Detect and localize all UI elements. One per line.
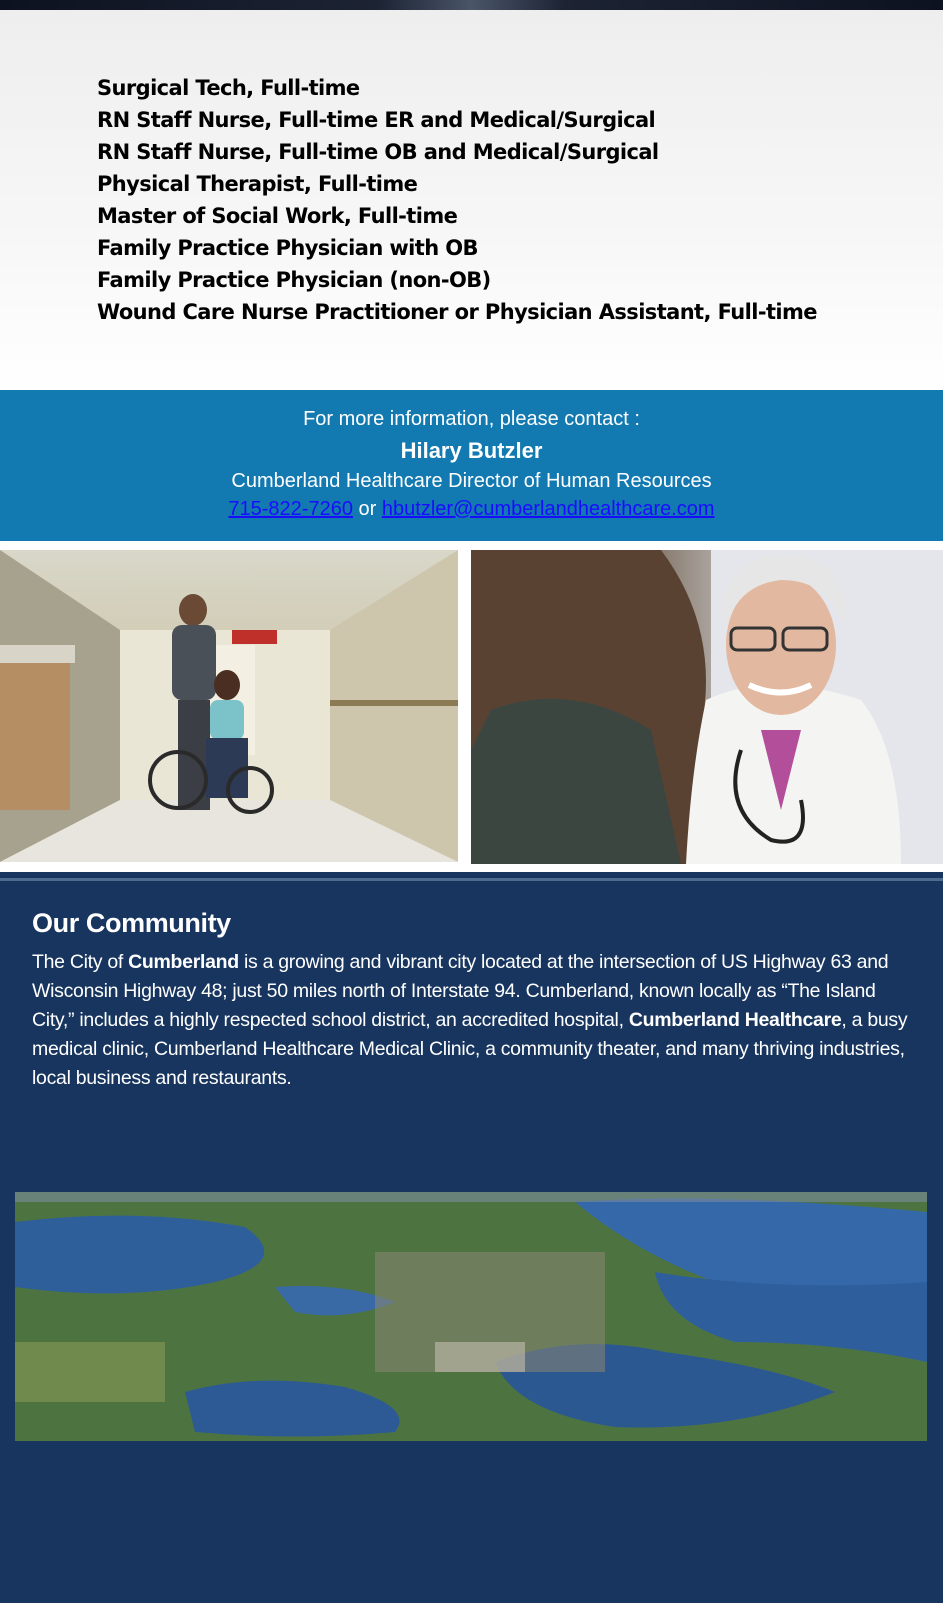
contact-role: Cumberland Healthcare Director of Human Resources: [231, 470, 712, 492]
contact-or: or: [358, 498, 377, 520]
contact-intro: For more information, please contact :: [303, 408, 640, 430]
doctor-patient-photo: [471, 550, 943, 864]
job-item: Wound Care Nurse Practitioner or Physician Assistant, Full-time: [97, 300, 817, 324]
city-name: Cumberland: [128, 951, 239, 973]
community-description: [32, 948, 912, 1093]
job-item: RN Staff Nurse, Full-time ER and Medical/Surgical: [97, 108, 656, 132]
top-banner-strip: [0, 0, 943, 10]
phone-link[interactable]: 715-822-7260: [228, 498, 353, 520]
section-divider: [0, 878, 943, 881]
contact-section: [0, 390, 943, 541]
aerial-city-photo: [15, 1192, 927, 1441]
community-section: [0, 872, 943, 1603]
job-item: Family Practice Physician with OB: [97, 236, 478, 260]
community-text-1: The City of: [32, 951, 129, 973]
contact-name: Hilary Butzler: [400, 438, 543, 463]
job-list: [97, 72, 817, 328]
community-text-3: , a busy medical clinic, Cumberland Healthcare Medical Clinic, a community theater, and many thriving industries, local business and restaurants.: [32, 1009, 908, 1089]
email-link[interactable]: hbutzler@cumberlandhealthcare.com: [381, 498, 715, 520]
hospital-name: Cumberland Healthcare: [628, 1009, 842, 1031]
hospital-hallway-photo: [0, 550, 458, 862]
job-item: Family Practice Physician (non-OB): [97, 268, 491, 292]
job-item: Surgical Tech, Full-time: [97, 76, 360, 100]
job-item: Master of Social Work, Full-time: [97, 204, 458, 228]
community-text-2: is a growing and vibrant city located at the intersection of US Highway 63 and Wisconsin Highway 48; just 50 miles north of Interstate 94. Cumberland, known locally as “The Island City,” includes a highly respected school district, an accredited hospital,: [32, 951, 889, 1031]
job-item: Physical Therapist, Full-time: [97, 172, 418, 196]
community-title: Our Community: [32, 908, 231, 938]
photo-row: [0, 541, 943, 872]
contact-links: [0, 498, 943, 521]
job-item: RN Staff Nurse, Full-time OB and Medical/Surgical: [97, 140, 659, 164]
job-openings-section: [0, 10, 943, 390]
